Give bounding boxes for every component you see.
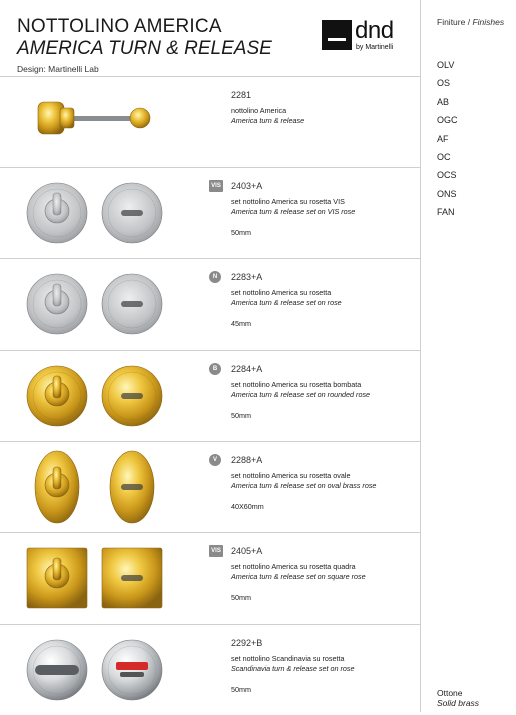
finishes-title	[437, 17, 504, 27]
finishes-list	[437, 60, 458, 226]
finish-item: OS	[437, 78, 451, 89]
finish-item: OGC	[437, 115, 458, 126]
finish-item: OC	[437, 151, 451, 162]
description-it: set nottolino America su rosetta VIS	[231, 197, 345, 206]
product-description	[231, 288, 342, 308]
product-image	[10, 441, 185, 532]
product-size: 50mm	[231, 593, 251, 602]
description-it: set nottolino America su rosetta bombata	[231, 380, 362, 389]
header-divider	[0, 76, 420, 77]
finish-item: AF	[437, 133, 449, 144]
description-en: America turn & release set on rose	[231, 298, 342, 307]
logo-by-text: by Martinelli	[356, 44, 394, 51]
description-en: America turn & release set on VIS rose	[231, 207, 356, 216]
product-code: 2403+A	[231, 181, 263, 191]
product-row	[0, 532, 420, 623]
product-image	[10, 76, 185, 167]
product-code: 2288+A	[231, 455, 263, 465]
product-image	[10, 167, 185, 258]
page-subtitle: AMERICA TURN & RELEASE	[17, 38, 272, 59]
product-image	[10, 350, 185, 441]
product-row	[0, 167, 420, 258]
finish-item: ONS	[437, 188, 457, 199]
product-size: 40X60mm	[231, 502, 264, 511]
product-code: 2405+A	[231, 546, 263, 556]
product-code: 2283+A	[231, 272, 263, 282]
finish-item: OLV	[437, 60, 455, 70]
description-en: America turn & release set on square rose	[231, 572, 366, 581]
finish-item: FAN	[437, 207, 455, 218]
product-description	[231, 380, 370, 400]
product-image	[10, 258, 185, 349]
product-size: 45mm	[231, 319, 251, 328]
finishes-title-en: Finishes	[472, 17, 505, 27]
product-description	[231, 471, 376, 491]
rose-type-badge: V	[209, 454, 221, 466]
product-size: 50mm	[231, 411, 251, 420]
finish-item: AB	[437, 96, 450, 107]
product-description	[231, 562, 366, 582]
description-it: set nottolino Scandinavia su rosetta	[231, 654, 345, 663]
description-en: America turn & release set on rounded rose	[231, 390, 371, 399]
finish-item: OCS	[437, 170, 457, 181]
logo-mark-icon	[322, 20, 352, 50]
logo-brand-text: dnd	[355, 17, 394, 44]
product-size: 50mm	[231, 228, 251, 237]
product-code: 2281	[231, 90, 252, 100]
material-en: Solid brass	[437, 698, 480, 708]
finishes-title-it: Finiture /	[437, 17, 471, 27]
product-row	[0, 350, 420, 441]
product-code: 2284+A	[231, 364, 263, 374]
description-en: America turn & release set on oval brass rose	[231, 481, 377, 490]
rose-type-badge: VIS	[209, 545, 223, 557]
product-description	[231, 106, 304, 126]
product-image	[10, 624, 185, 715]
product-image	[10, 532, 185, 623]
product-description	[231, 197, 355, 217]
material-note	[437, 688, 479, 708]
rose-type-badge: N	[209, 271, 221, 283]
product-row	[0, 441, 420, 532]
column-divider	[420, 0, 421, 712]
product-size: 50mm	[231, 685, 251, 694]
material-it: Ottone	[437, 688, 463, 698]
page-title: NOTTOLINO AMERICA	[17, 16, 222, 37]
product-row	[0, 258, 420, 349]
product-row	[0, 76, 420, 167]
designer-credit: Design: Martinelli Lab	[17, 64, 99, 74]
brand-logo	[322, 17, 410, 53]
description-it: nottolino America	[231, 106, 287, 115]
description-it: set nottolino America su rosetta quadra	[231, 562, 356, 571]
description-it: set nottolino America su rosetta ovale	[231, 471, 351, 480]
description-it: set nottolino America su rosetta	[231, 288, 332, 297]
rose-type-badge: VIS	[209, 180, 223, 192]
rose-type-badge: B	[209, 363, 221, 375]
product-row	[0, 624, 420, 715]
description-en: Scandinavia turn & release set on rose	[231, 664, 355, 673]
description-en: America turn & release	[231, 116, 305, 125]
product-code: 2292+B	[231, 638, 263, 648]
product-description	[231, 654, 354, 674]
